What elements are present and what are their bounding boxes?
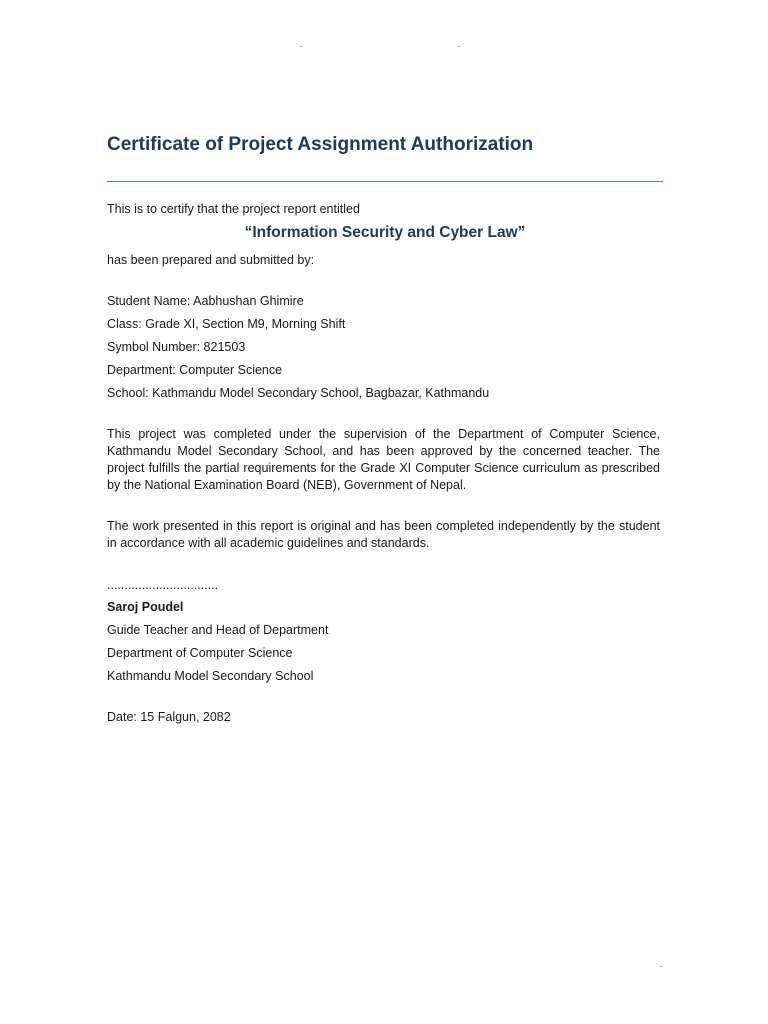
signatory-role: Guide Teacher and Head of Department — [107, 623, 329, 637]
page-mark — [458, 46, 460, 47]
signatory-department: Department of Computer Science — [107, 646, 293, 660]
student-department: Department: Computer Science — [107, 363, 283, 377]
supervision-paragraph: This project was completed under the supervision of the Department of Computer Science, Kathmandu Model Secondary School, and has been approved by the concerned teacher. The project fulfills the partial requirements for the Grade XI Computer Science curriculum as prescribed by the National Examination Board (NEB), Government of Nepal. — [107, 427, 660, 492]
certificate-date: Date: 15 Falgun, 2082 — [107, 710, 231, 724]
page-title: Certificate of Project Assignment Authorization — [107, 134, 534, 155]
student-name: Student Name: Aabhushan Ghimire — [107, 294, 304, 308]
student-symbol-number: Symbol Number: 821503 — [107, 340, 246, 354]
page-mark — [300, 46, 302, 47]
originality-paragraph: The work presented in this report is original and has been completed independently by the student in accordance with all academic guidelines and standards. — [107, 519, 660, 550]
student-class: Class: Grade XI, Section M9, Morning Shift — [107, 317, 346, 331]
submitted-by-text: has been prepared and submitted by: — [107, 253, 315, 267]
student-school: School: Kathmandu Model Secondary School, Bagbazar, Kathmandu — [107, 386, 490, 400]
signatory-name: Saroj Poudel — [107, 600, 184, 614]
signatory-school: Kathmandu Model Secondary School — [107, 669, 314, 683]
signature-line: ................................ — [107, 578, 219, 592]
project-title: “Information Security and Cyber Law” — [244, 224, 526, 241]
title-divider — [107, 181, 663, 182]
intro-text: This is to certify that the project report entitled — [107, 202, 360, 216]
page-mark — [660, 966, 662, 967]
